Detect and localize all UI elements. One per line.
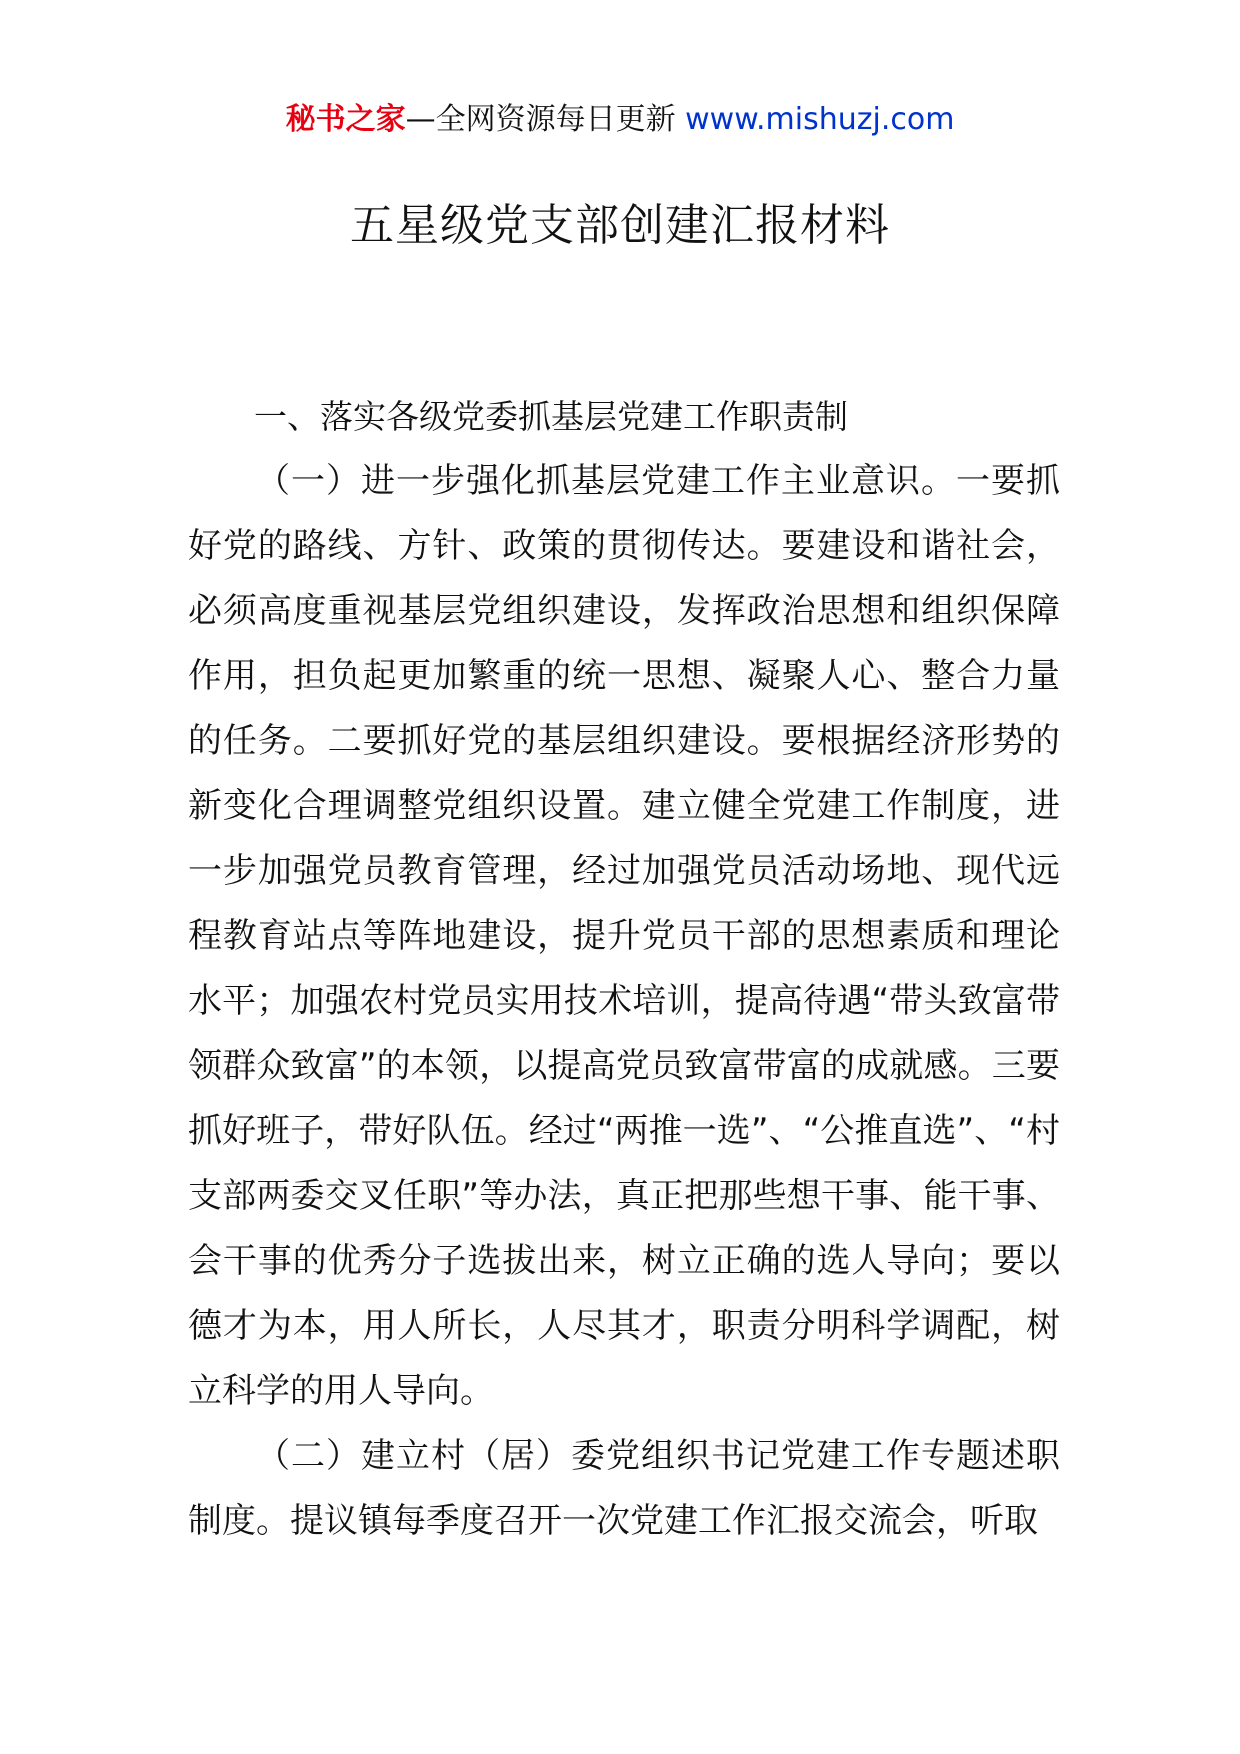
document-body [188, 384, 1060, 1554]
document-title: 五星级党支部创建汇报材料 [350, 200, 890, 251]
header-tagline: —全网资源每日更新 [405, 102, 676, 137]
section-heading: 一、落实各级党委抓基层党建工作职责制 [254, 397, 848, 436]
site-url-link[interactable]: www.mishuzj.com [685, 102, 955, 137]
site-header [0, 100, 1240, 140]
paragraph: （一）进一步强化抓基层党建工作主业意识。一要抓好党的路线、方针、政策的贯彻传达。要建设和谐社会，必须高度重视基层党组织建设，发挥政治思想和组织保障作用，担负起更加繁重的统一思想、凝聚人心、整合力量的任务。二要抓好党的基层组织建设。要根据经济形势的新变化合理调整党组织设置。建立健全党建工作制度，进一步加强党员教育管理，经过加强党员活动场地、现代远程教育站点等阵地建设，提升党员干部的思想素质和理论水平；加强农村党员实用技术培训，提高待遇“带头致富带领群众致富”的本领，以提高党员致富带富的成就感。三要抓好班子，带好队伍。经过“两推一选”、“公推直选”、“村支部两委交叉任职”等办法，真正把那些想干事、能干事、会干事的优秀分子选拔出来，树立正确的选人导向；要以德才为本，用人所长，人尽其才，职责分明科学调配，树立科学的用人导向。 [188, 461, 1060, 1411]
brand-name: 秘书之家 [285, 102, 406, 137]
paragraph: （二）建立村（居）委党组织书记党建工作专题述职制度。提议镇每季度召开一次党建工作汇报交流会，听取 [188, 1436, 1060, 1541]
